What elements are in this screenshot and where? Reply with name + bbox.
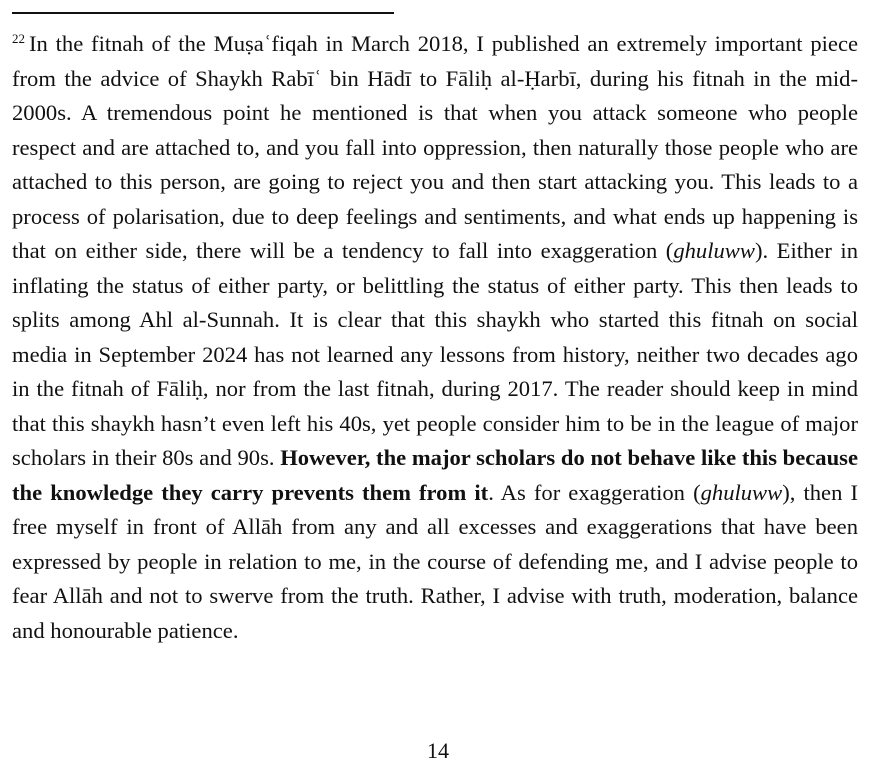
footnote-text-part-2: ). Either in inflating the status of either party, or belittling the status of either party. This then leads to splits among Ahl al-Sunnah. It is clear that this shaykh who started this fitnah on social media in September 2024 has not learned any lessons from history, neither two decades ago in the fitnah of Fāliḥ, nor from the last fitnah, during 2017. The reader should keep in mind that this shaykh hasn’t even left his 40s, yet people consider him to be in the league of major scholars in their 80s and 90s. (12, 238, 858, 470)
footnote-term-ghuluww-1: ghuluww (673, 238, 755, 263)
page-number: 14 (427, 738, 449, 763)
footnote-number: 22 (12, 31, 25, 46)
footnote-term-ghuluww-2: ghuluww (700, 479, 783, 505)
footnote-text-part-4: ), then I free myself in front of Allāh from any and all excesses and exaggerations that have been expressed by people in relation to me, in the course of defending me, and I advise people to fear Allāh and not to swerve from the truth. Rather, I advise with truth, moderation, balance and honourable patience. (12, 479, 858, 643)
footnote-text-part-1: In the fitnah of the Muṣaʿfiqah in March 2018, I published an extremely important piece from the advice of Shaykh Rabīʿ bin Hādī to Fāliḥ al-Ḥarbī, during his fitnah in the mid-2000s. A tremendous point he mentioned is that when you attack someone who people respect and are attached to, and you fall into oppression, then naturally those people who are attached to this person, are going to reject you and then start attacking you. This leads to a process of polarisation, due to deep feelings and sentiments, and what ends up happening is that on either side, there will be a tendency to fall into exaggeration ( (12, 31, 858, 263)
footnote-text-part-3: . As for exaggeration ( (488, 479, 701, 505)
footnote-separator-rule (12, 12, 394, 14)
footnote-paragraph (12, 27, 858, 648)
footnote-bold-statement: However, the major scholars do not behave like this because the knowledge they carry prevents them from it (12, 445, 858, 505)
